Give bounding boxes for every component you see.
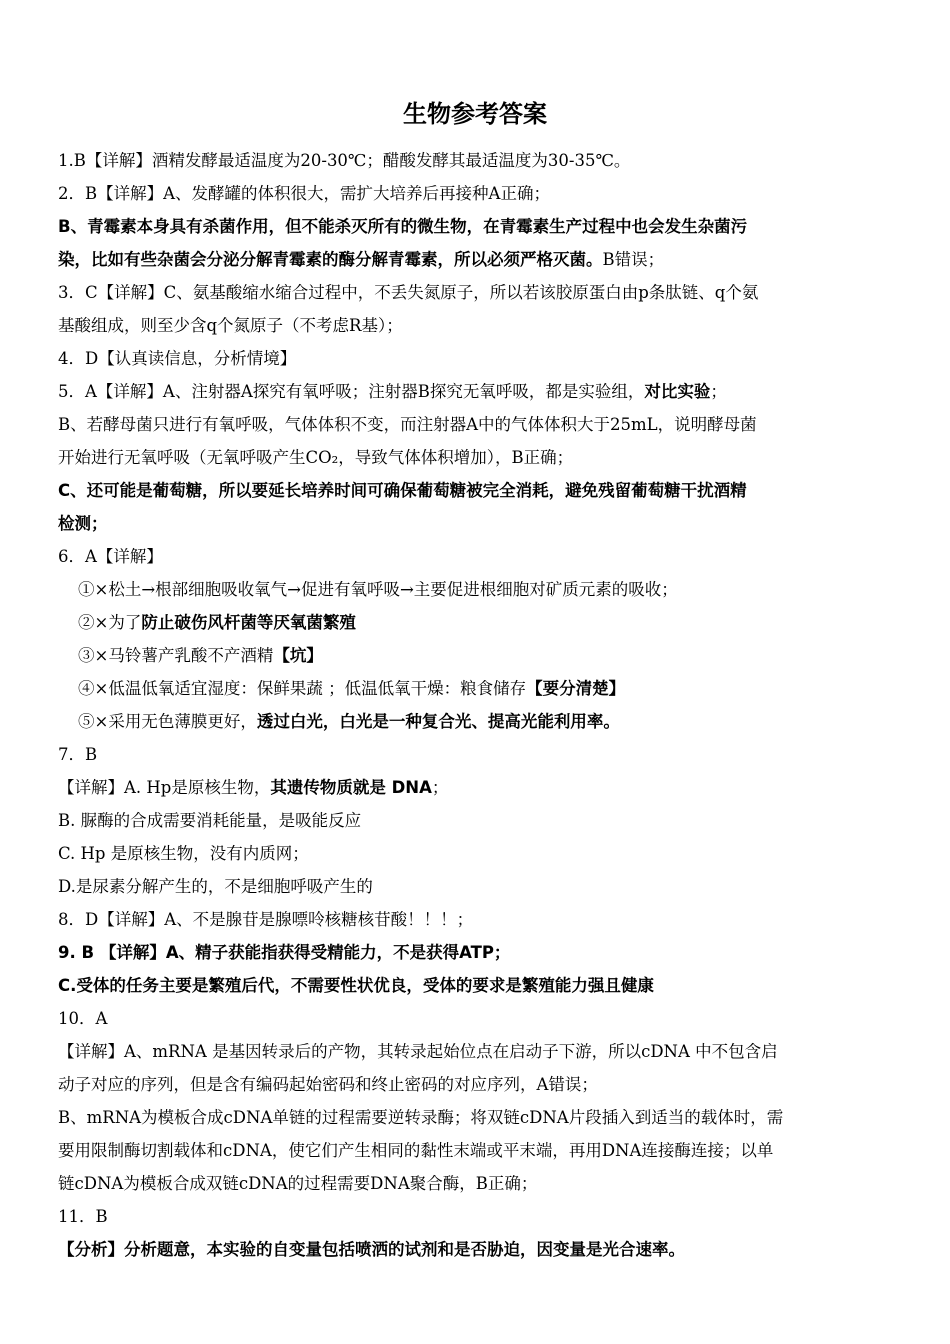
answer-line [58,408,888,441]
answer-line [58,375,888,408]
line-text: ①×松土→根部细胞吸收氧气→促进有氧呼吸→主要促进根细胞对矿质元素的吸收； [78,580,678,599]
line-text: 11．B [58,1207,108,1226]
answer-line [58,573,888,606]
answer-line [58,1002,888,1035]
line-text: C. Hp 是原核生物，没有内质网； [58,844,309,863]
answer-line [58,474,888,507]
answer-line [58,144,888,177]
line-text: ； [431,778,449,797]
line-text: 开始进行无氧呼吸（无氧呼吸产生CO₂，导致气体体积增加），B正确； [58,448,574,467]
answer-line [58,804,888,837]
answer-line [58,639,888,672]
answer-line [58,903,888,936]
answer-line [58,1233,888,1266]
bold-text: 检测； [58,514,108,533]
line-text: 【详解】A. Hp是原核生物， [58,778,271,797]
line-text: B、mRNA为模板合成cDNA单链的过程需要逆转录酶；将双链cDNA片段插入到适当的载体时，需 [58,1108,784,1127]
bold-text: 【要分清楚】 [526,679,626,698]
answer-line [58,672,888,705]
answer-line [58,1134,888,1167]
line-text: B错误； [602,250,665,269]
line-text: ②×为了 [78,613,142,632]
answer-line [58,243,888,276]
line-text: 链cDNA为模板合成双链cDNA的过程需要DNA聚合酶，B正确； [58,1174,538,1193]
line-text: ④×低温低氧适宜湿度：保鲜果蔬 ；低温低氧干燥：粮食储存 [78,679,527,698]
line-text: 动子对应的序列，但是含有编码起始密码和终止密码的对应序列，A错误； [58,1075,598,1094]
answer-body [58,144,888,1266]
bold-text: 9. B 【详解】A、精子获能指获得受精能力，不是获得ATP； [58,943,511,962]
bold-text: 对比实验 [644,382,711,401]
bold-text: B、青霉素本身具有杀菌作用，但不能杀灭所有的微生物，在青霉素生产过程中也会发生杂菌污 [58,217,748,236]
answer-line [58,1167,888,1200]
answer-line [58,936,888,969]
line-text: ； [710,382,727,401]
line-text: 10．A [58,1009,108,1028]
answer-line [58,342,888,375]
page-title: 生物参考答案 [403,100,547,128]
bold-text: C.受体的任务主要是繁殖后代，不需要性状优良，受体的要求是繁殖能力强且健康 [58,976,654,995]
answer-line [58,441,888,474]
line-text: 3．C【详解】C、氨基酸缩水缩合过程中，不丢失氮原子，所以若该胶原蛋白由p条肽链、q个氨 [58,283,759,302]
answer-line [58,1101,888,1134]
line-text: B. 脲酶的合成需要消耗能量，是吸能反应 [58,811,362,830]
answer-line [58,276,888,309]
bold-text: 透过白光，白光是一种复合光、提高光能利用率。 [256,712,620,731]
answer-line [58,705,888,738]
line-text: 4．D【认真读信息，分析情境】 [58,349,297,368]
answer-line [58,210,888,243]
answer-line [58,771,888,804]
answer-line [58,738,888,771]
answer-line [58,1068,888,1101]
bold-text: 【坑】 [273,646,323,665]
answer-line [58,969,888,1002]
bold-text: 染，比如有些杂菌会分泌分解青霉素的酶分解青霉素，所以必须严格灭菌。 [58,250,603,269]
bold-text: 【分析】分析题意，本实验的自变量包括喷洒的试剂和是否胁迫，因变量是光合速率。 [58,1240,685,1259]
bold-text: 防止破伤风杆菌等厌氧菌繁殖 [141,613,356,632]
answer-line [58,606,888,639]
line-text: 2．B【详解】A、发酵罐的体积很大，需扩大培养后再接种A正确； [58,184,550,203]
line-text: ③×马铃薯产乳酸不产酒精 [78,646,274,665]
answer-line [58,507,888,540]
line-text: 基酸组成，则至少含q个氮原子（不考虑R基）； [58,316,403,335]
line-text: 7．B [58,745,98,764]
line-text: B、若酵母菌只进行有氧呼吸，气体体积不变，而注射器A中的气体体积大于25mL，说明酵母菌 [58,415,757,434]
line-text: 1.B【详解】酒精发酵最适温度为20-30℃；醋酸发酵其最适温度为30-35℃。 [58,151,631,170]
answer-line [58,870,888,903]
line-text: 要用限制酶切割载体和cDNA，使它们产生相同的黏性末端或平末端，再用DNA连接酶连接；以单 [58,1141,774,1160]
line-text: 8．D【详解】A、不是腺苷是腺嘌呤核糖核苷酸！！！； [58,910,474,929]
bold-text: C、还可能是葡萄糖，所以要延长培养时间可确保葡萄糖被完全消耗，避免残留葡萄糖干扰酒精 [58,481,747,500]
line-text: D.是尿素分解产生的，不是细胞呼吸产生的 [58,877,373,896]
line-text: 5．A【详解】A、注射器A探究有氧呼吸；注射器B探究无氧呼吸，都是实验组， [58,382,645,401]
answer-line [58,540,888,573]
answer-line [58,837,888,870]
line-text: 6．A【详解】 [58,547,163,566]
answer-line [58,1200,888,1233]
answer-line [58,177,888,210]
answer-line [58,1035,888,1068]
line-text: 【详解】A、mRNA 是基因转录后的产物，其转录起始位点在启动子下游，所以cDNA 中不包含启 [58,1042,778,1061]
answer-line [58,309,888,342]
line-text: ⑤×采用无色薄膜更好， [78,712,257,731]
bold-text: 其遗传物质就是 DNA [270,778,432,797]
